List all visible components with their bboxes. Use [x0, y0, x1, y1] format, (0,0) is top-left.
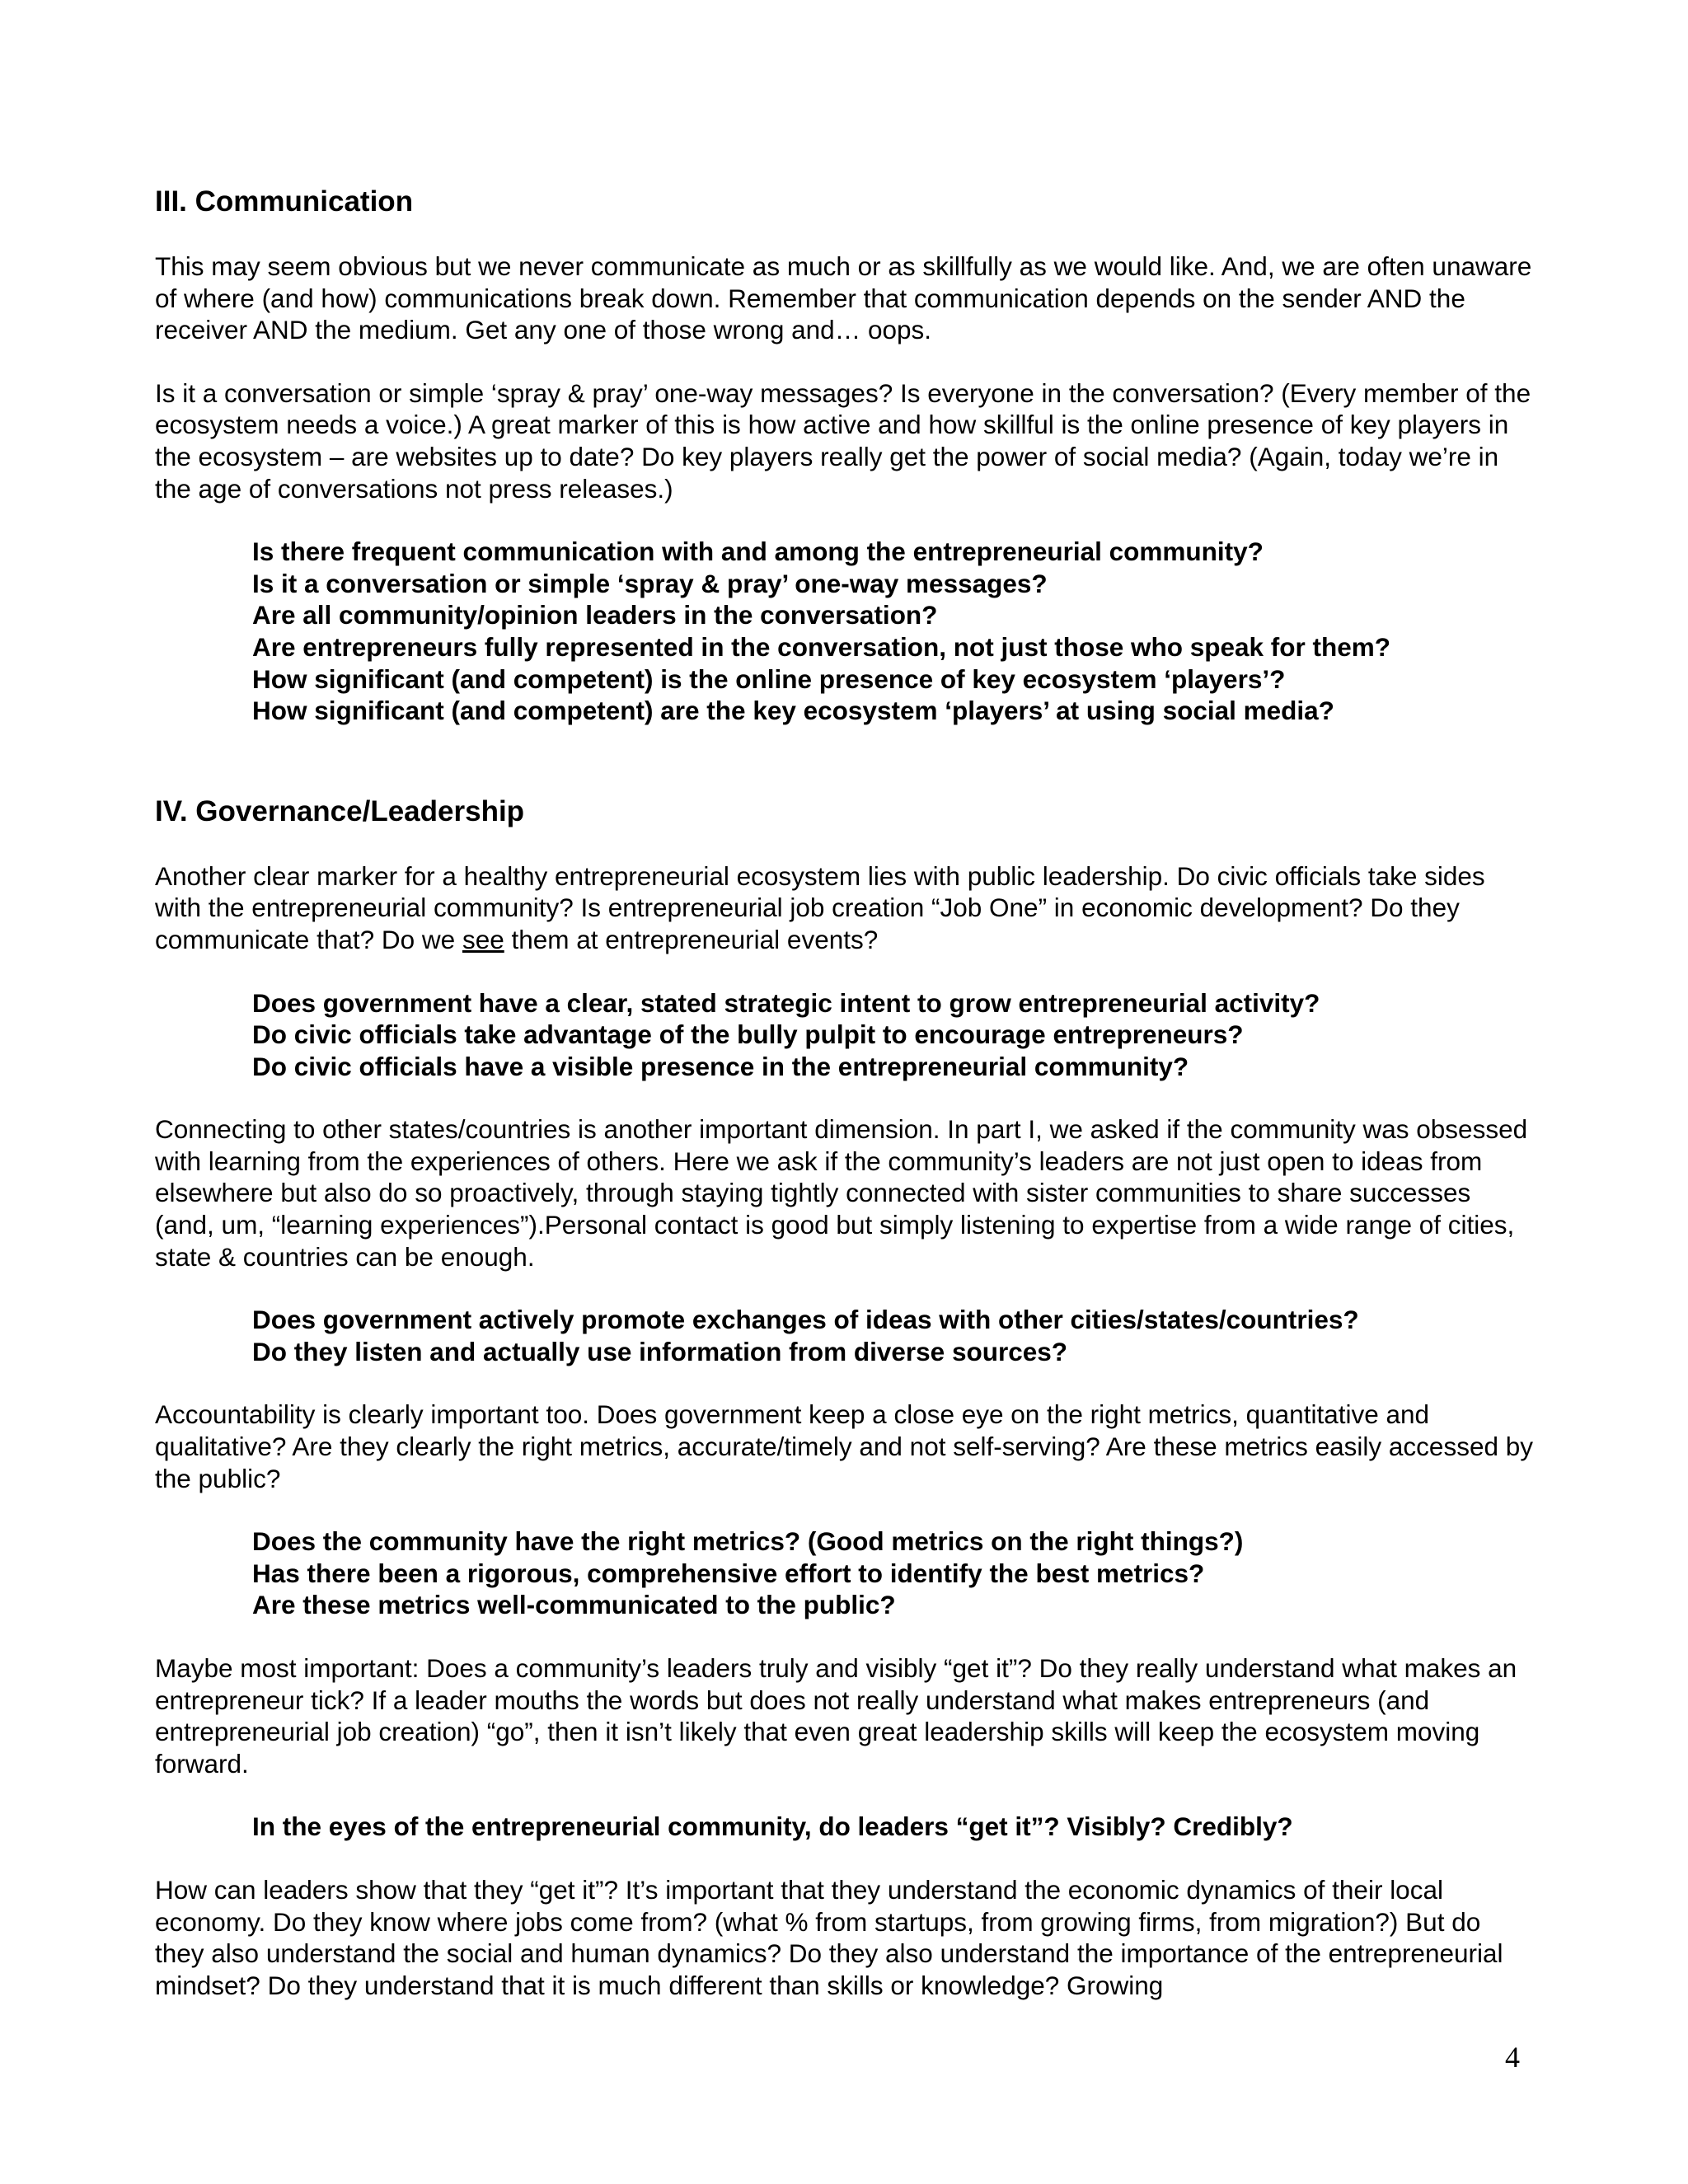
question-item: How significant (and competent) is the online presence of key ecosystem ‘players’?	[252, 663, 1286, 694]
page-number: 4	[1505, 2041, 1520, 2074]
question-item: Are all community/opinion leaders in the conversation?	[252, 600, 938, 630]
governance-question-list-3	[155, 1526, 1533, 1621]
underlined-word: see	[462, 924, 504, 954]
governance-question-list-1	[155, 987, 1533, 1083]
governance-paragraph-1-tail: them at entrepreneurial events?	[504, 924, 879, 954]
question-item: Are these metrics well-communicated to the public?	[252, 1590, 896, 1620]
governance-paragraph-5: How can leaders show that they “get it”? It’s important that they understand the economic dynamics of their local economy. Do they know where jobs come from? (what % from startups, from growing firms, from migration?) But do they also understand the social and human dynamics? Do they also understand the importance of the entrepreneurial mindset? Do they understand that it is much different than skills or knowledge? Growing	[155, 1874, 1503, 2000]
question-item: Is it a conversation or simple ‘spray & pray’ one-way messages?	[252, 568, 1048, 598]
communication-paragraph-2: Is it a conversation or simple ‘spray & pray’ one-way messages? Is everyone in the conversation? (Every member of the ecosystem needs a voice.) A great marker of this is how active and how skillful is the online presence of key players in the ecosystem – are websites up to date? Do key players really get the power of social media? (Again, today we’re in the age of conversations not press releases.)	[155, 377, 1531, 504]
governance-paragraph-1	[155, 860, 1533, 956]
governance-paragraph-3: Accountability is clearly important too. Does government keep a close eye on the right metrics, quantitative and qualitative? Are they clearly the right metrics, accurate/timely and not self-serving? Are these metrics easily accessed by the public?	[155, 1399, 1534, 1493]
question-item: Do civic officials have a visible presence in the entrepreneurial community?	[252, 1051, 1189, 1081]
question-item: Does government actively promote exchanges of ideas with other cities/states/countries?	[252, 1305, 1359, 1335]
governance-question-list-2	[155, 1304, 1533, 1367]
question-item: Do civic officials take advantage of the bully pulpit to encourage entrepreneurs?	[252, 1019, 1244, 1050]
question-item: Does government have a clear, stated strategic intent to grow entrepreneurial activity?	[252, 987, 1320, 1018]
communication-question-list	[155, 536, 1533, 727]
question-item: In the eyes of the entrepreneurial community, do leaders “get it”? Visibly? Credibly?	[252, 1811, 1293, 1842]
question-item: Does the community have the right metrics? (Good metrics on the right things?)	[252, 1526, 1244, 1557]
governance-paragraph-4: Maybe most important: Does a community’s leaders truly and visibly “get it”? Do they really understand what makes an entrepreneur tick? If a leader mouths the words but does not really understand what makes entrepreneurs (and entrepreneurial job creation) “go”, then it isn’t likely that even great leadership skills will keep the ecosystem moving forward.	[155, 1653, 1517, 1779]
question-item: Is there frequent communication with and among the entrepreneurial community?	[252, 537, 1264, 567]
governance-paragraph-1-text: Another clear marker for a healthy entrepreneurial ecosystem lies with public leadership. Do civic officials take sides with the entrepreneurial community? Is entrepreneurial job creation “Job One” in economic development? Do they communicate that? Do we	[155, 860, 1485, 954]
section-heading-governance: IV. Governance/Leadership	[155, 794, 525, 827]
communication-paragraph-1: This may seem obvious but we never communicate as much or as skillfully as we would like. And, we are often unaware of where (and how) communications break down. Remember that communication depends on the sender AND the receiver AND the medium. Get any one of those wrong and… oops.	[155, 251, 1532, 345]
governance-question-list-4	[155, 1811, 1533, 1843]
governance-paragraph-2: Connecting to other states/countries is another important dimension. In part I, we asked if the community was obsessed with learning from the experiences of others. Here we ask if the community’s leaders are not just open to ideas from elsewhere but also do so proactively, through staying tightly connected with sister communities to share successes (and, um, “learning experiences”).Personal contact is good but simply listening to expertise from a wide range of cities, state & countries can be enough.	[155, 1114, 1528, 1272]
question-item: Has there been a rigorous, comprehensive effort to identify the best metrics?	[252, 1558, 1205, 1588]
question-item: How significant (and competent) are the key ecosystem ‘players’ at using social media?	[252, 696, 1334, 726]
question-item: Are entrepreneurs fully represented in the conversation, not just those who speak for them?	[252, 631, 1391, 662]
document-page	[155, 183, 1533, 2001]
question-item: Do they listen and actually use information from diverse sources?	[252, 1336, 1068, 1366]
section-heading-communication: III. Communication	[155, 185, 414, 218]
